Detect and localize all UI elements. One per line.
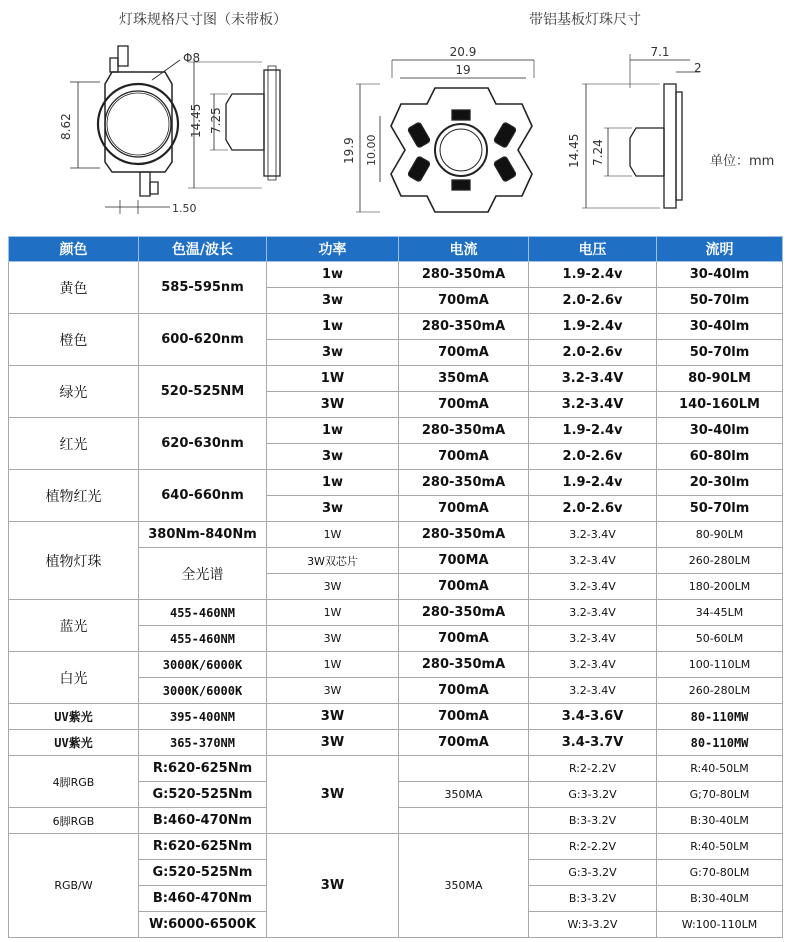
lumen-cell: 20-30lm [657, 470, 783, 496]
lumen-cell: 80-90LM [657, 522, 783, 548]
table-row [9, 418, 783, 444]
voltage-cell: 3.2-3.4V [529, 626, 657, 652]
color-name: 植物红光 [9, 470, 139, 522]
table-row [9, 366, 783, 392]
voltage-cell: 2.0-2.6v [529, 288, 657, 314]
dim-150: 1.50 [172, 202, 197, 215]
dim-725: 7.25 [209, 107, 223, 134]
wavelength-cell: R:620-625Nm [139, 834, 267, 860]
power-cell: 3W [267, 392, 399, 418]
table-row [9, 834, 783, 860]
dim-199: 19.9 [342, 137, 356, 164]
header-lumen: 流明 [657, 237, 783, 262]
lumen-cell: 30-40lm [657, 262, 783, 288]
color-name: 植物灯珠 [9, 522, 139, 600]
current-cell: 700mA [399, 574, 529, 600]
lumen-cell: 50-70lm [657, 496, 783, 522]
table-row [9, 730, 783, 756]
lumen-cell: 80-90LM [657, 366, 783, 392]
current-cell: 700mA [399, 730, 529, 756]
voltage-cell: 1.9-2.4v [529, 262, 657, 288]
voltage-cell: R:2-2.2V [529, 756, 657, 782]
lumen-cell: B:30-40LM [657, 808, 783, 834]
voltage-cell: 3.2-3.4V [529, 678, 657, 704]
power-cell: 3w [267, 444, 399, 470]
color-name: 红光 [9, 418, 139, 470]
dim-1445-right: 14.45 [567, 133, 581, 168]
color-name: 蓝光 [9, 600, 139, 652]
lumen-cell: 260-280LM [657, 678, 783, 704]
current-cell: 350MA [399, 782, 529, 808]
header-voltage: 电压 [529, 237, 657, 262]
wavelength-cell: 585-595nm [139, 262, 267, 314]
table-row [9, 756, 783, 782]
dimension-drawings [0, 0, 790, 232]
power-cell: 1w [267, 470, 399, 496]
voltage-cell: 1.9-2.4v [529, 470, 657, 496]
voltage-cell: R:2-2.2V [529, 834, 657, 860]
current-cell: 280-350mA [399, 522, 529, 548]
power-cell: 1w [267, 314, 399, 340]
table-row [9, 470, 783, 496]
current-cell: 280-350mA [399, 314, 529, 340]
wavelength-cell: G:520-525Nm [139, 860, 267, 886]
color-name: UV紫光 [9, 730, 139, 756]
color-name: 白光 [9, 652, 139, 704]
power-cell: 1W [267, 366, 399, 392]
current-cell: 350mA [399, 366, 529, 392]
table-row [9, 704, 783, 730]
table-row [9, 522, 783, 548]
color-name: 6脚RGB [9, 808, 139, 834]
current-cell: 700MA [399, 548, 529, 574]
lumen-cell: 180-200LM [657, 574, 783, 600]
power-cell: 3W双芯片 [267, 548, 399, 574]
power-cell: 3W [267, 574, 399, 600]
color-name: RGB/W [9, 834, 139, 938]
power-cell: 3w [267, 340, 399, 366]
voltage-cell: 3.2-3.4V [529, 366, 657, 392]
color-name: UV紫光 [9, 704, 139, 730]
current-cell: 280-350mA [399, 418, 529, 444]
wavelength-cell: W:6000-6500K [139, 912, 267, 938]
current-cell-empty [399, 808, 529, 834]
table-row [9, 262, 783, 288]
lumen-cell: 260-280LM [657, 548, 783, 574]
header-wavelength: 色温/波长 [139, 237, 267, 262]
wavelength-cell: 380Nm-840Nm [139, 522, 267, 548]
lumen-cell: W:100-110LM [657, 912, 783, 938]
lumen-cell: B:30-40LM [657, 886, 783, 912]
current-cell-empty [399, 756, 529, 782]
right-drawing-title: 带铝基板灯珠尺寸 [529, 12, 641, 28]
power-cell: 3W [267, 834, 399, 938]
left-drawing-title: 灯珠规格尺寸图（未带板） [119, 12, 287, 28]
wavelength-cell: 455-460NM [139, 600, 267, 626]
wavelength-cell: G:520-525Nm [139, 782, 267, 808]
lumen-cell: 34-45LM [657, 600, 783, 626]
voltage-cell: 3.2-3.4V [529, 548, 657, 574]
color-name: 4脚RGB [9, 756, 139, 808]
lumen-cell: 80-110MW [657, 704, 783, 730]
voltage-cell: 3.2-3.4V [529, 652, 657, 678]
voltage-cell: B:3-3.2V [529, 886, 657, 912]
dim-2: 2 [694, 61, 702, 75]
voltage-cell: 2.0-2.6v [529, 444, 657, 470]
color-name: 绿光 [9, 366, 139, 418]
voltage-cell: 1.9-2.4v [529, 418, 657, 444]
wavelength-cell: B:460-470Nm [139, 886, 267, 912]
voltage-cell: 3.4-3.6V [529, 704, 657, 730]
voltage-cell: 3.2-3.4V [529, 600, 657, 626]
power-cell: 3W [267, 730, 399, 756]
current-cell: 280-350mA [399, 600, 529, 626]
voltage-cell: W:3-3.2V [529, 912, 657, 938]
voltage-cell: 3.2-3.4V [529, 574, 657, 600]
wavelength-cell: 3000K/6000K [139, 652, 267, 678]
power-cell: 1W [267, 652, 399, 678]
voltage-cell: 1.9-2.4v [529, 314, 657, 340]
lumen-cell: 50-70lm [657, 340, 783, 366]
voltage-cell: 3.2-3.4V [529, 392, 657, 418]
current-cell: 700mA [399, 340, 529, 366]
power-cell: 3W [267, 756, 399, 834]
star-board-view [356, 60, 534, 212]
current-cell: 700mA [399, 288, 529, 314]
wavelength-cell: R:620-625Nm [139, 756, 267, 782]
wavelength-cell: 全光谱 [139, 548, 267, 600]
wavelength-cell: B:460-470Nm [139, 808, 267, 834]
color-name: 橙色 [9, 314, 139, 366]
current-cell: 700mA [399, 392, 529, 418]
power-cell: 3W [267, 626, 399, 652]
wavelength-cell: 455-460NM [139, 626, 267, 652]
lumen-cell: R:40-50LM [657, 834, 783, 860]
wavelength-cell: 3000K/6000K [139, 678, 267, 704]
wavelength-cell: 395-400NM [139, 704, 267, 730]
power-cell: 3w [267, 288, 399, 314]
board-side-view [582, 54, 700, 208]
lumen-cell: G:70-80LM [657, 860, 783, 886]
dim-862: 8.62 [59, 113, 73, 140]
drawing-canvas [0, 0, 790, 232]
wavelength-cell: 600-620nm [139, 314, 267, 366]
lumen-cell: 140-160LM [657, 392, 783, 418]
lumen-cell: 30-40lm [657, 418, 783, 444]
lumen-cell: 30-40lm [657, 314, 783, 340]
current-cell: 350MA [399, 834, 529, 938]
current-cell: 700mA [399, 444, 529, 470]
lumen-cell: G;70-80LM [657, 782, 783, 808]
power-cell: 3W [267, 678, 399, 704]
power-cell: 3W [267, 704, 399, 730]
power-cell: 1w [267, 262, 399, 288]
dim-phi8: Φ8 [183, 51, 201, 65]
dim-19: 19 [455, 63, 471, 77]
unit-label: 单位：mm [710, 154, 775, 169]
voltage-cell: 3.4-3.7V [529, 730, 657, 756]
header-power: 功率 [267, 237, 399, 262]
current-cell: 700mA [399, 626, 529, 652]
table-row [9, 652, 783, 678]
wavelength-cell: 520-525NM [139, 366, 267, 418]
voltage-cell: G:3-3.2V [529, 860, 657, 886]
lumen-cell: 50-60LM [657, 626, 783, 652]
lumen-cell: 80-110MW [657, 730, 783, 756]
power-cell: 1W [267, 600, 399, 626]
lumen-cell: 50-70lm [657, 288, 783, 314]
lumen-cell: 100-110LM [657, 652, 783, 678]
current-cell: 280-350mA [399, 262, 529, 288]
voltage-cell: B:3-3.2V [529, 808, 657, 834]
led-spec-table [8, 236, 783, 938]
header-current: 电流 [399, 237, 529, 262]
current-cell: 280-350mA [399, 652, 529, 678]
current-cell: 700mA [399, 496, 529, 522]
dim-1000: 10.00 [365, 134, 378, 166]
header-row [9, 237, 783, 262]
current-cell: 700mA [399, 704, 529, 730]
dim-724: 7.24 [591, 139, 605, 166]
lumen-cell: 60-80lm [657, 444, 783, 470]
voltage-cell: 3.2-3.4V [529, 522, 657, 548]
power-cell: 1W [267, 522, 399, 548]
led-front-view [70, 46, 180, 214]
current-cell: 280-350mA [399, 470, 529, 496]
wavelength-cell: 620-630nm [139, 418, 267, 470]
voltage-cell: 2.0-2.6v [529, 340, 657, 366]
voltage-cell: G:3-3.2V [529, 782, 657, 808]
dim-209: 20.9 [449, 45, 477, 59]
wavelength-cell: 365-370NM [139, 730, 267, 756]
dim-1445-left: 14.45 [189, 103, 203, 138]
table-row [9, 600, 783, 626]
dim-71: 7.1 [650, 45, 670, 59]
power-cell: 3w [267, 496, 399, 522]
voltage-cell: 2.0-2.6v [529, 496, 657, 522]
header-color: 颜色 [9, 237, 139, 262]
wavelength-cell: 640-660nm [139, 470, 267, 522]
current-cell: 700mA [399, 678, 529, 704]
color-name: 黄色 [9, 262, 139, 314]
table-row [9, 314, 783, 340]
lumen-cell: R:40-50LM [657, 756, 783, 782]
power-cell: 1w [267, 418, 399, 444]
